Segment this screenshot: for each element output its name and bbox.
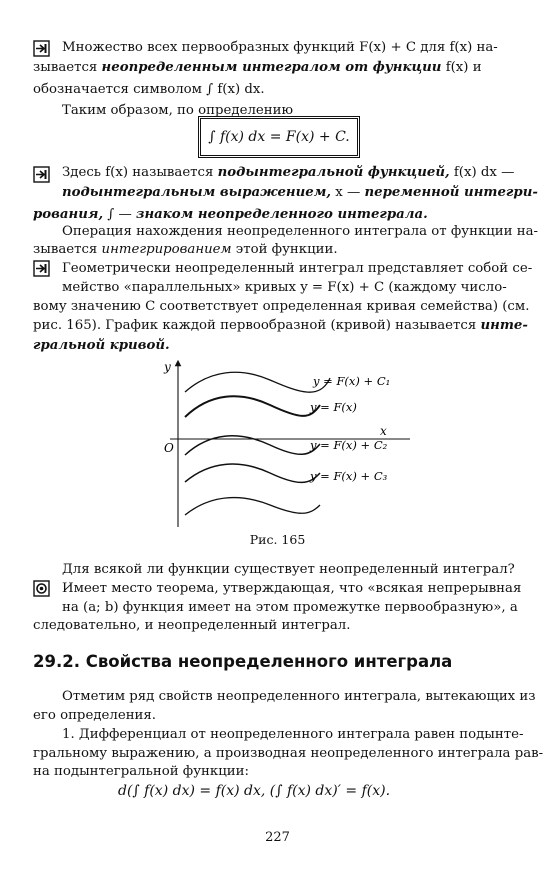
- text-line: Имеет место теорема, утверждающая, что «всякая непрерывная: [62, 581, 522, 596]
- curve-label-c1: y = F(x) + C₁: [313, 374, 391, 388]
- property-formula: d(∫ f(x) dx) = f(x) dx, (∫ f(x) dx)′ = f(x).: [118, 783, 391, 799]
- text-line: Отметим ряд свойств неопределенного интеграла, вытекающих из: [62, 689, 536, 704]
- text-line: рования, ∫ — знаком неопределенного интеграла.: [33, 207, 428, 222]
- definition-formula-box: ∫ f(x) dx = F(x) + C.: [200, 118, 358, 156]
- text-line: следовательно, и неопределенный интеграл.: [33, 618, 351, 633]
- term-integral-sign: знаком неопределенного интеграла.: [136, 207, 428, 222]
- definition-icon: [33, 166, 50, 183]
- text-line: [33, 336, 523, 355]
- text-line: зывается интегрированием этой функции.: [33, 242, 338, 257]
- text-line: его определения.: [33, 708, 157, 723]
- text-line: 1. Дифференциал от неопределенного интеграла равен подынте-: [62, 727, 524, 742]
- text-line: обозначается символом ∫ f(x) dx.: [33, 82, 265, 97]
- curve-label-c2: y = F(x) + C₂: [310, 438, 388, 452]
- text-line: Геометрически неопределенный интеграл представляет собой се-: [62, 261, 533, 276]
- page-number: 227: [265, 830, 290, 845]
- term-integration-variable: переменной интегри-: [364, 185, 538, 200]
- term-integrand: подынтегральной функцией,: [217, 165, 450, 180]
- theorem-icon: [33, 580, 50, 597]
- text-line: мейство «параллельных» кривых y = F(x) + C (каждому число-: [62, 280, 507, 295]
- text-line: Для всякой ли функции существует неопределенный интеграл?: [62, 562, 515, 577]
- curve-label-f: y = F(x): [310, 400, 357, 414]
- axis-y-label: y: [164, 360, 171, 374]
- text-line: вому значению C соответствует определенная кривая семейства) (см.: [33, 299, 530, 314]
- origin-label: O: [164, 441, 174, 455]
- text-line: на (a; b) функция имеет на этом промежутке первообразную», а: [62, 600, 518, 615]
- text-line: рис. 165). График каждой первообразной (кривой) называется инте-: [33, 318, 528, 333]
- text-line: на подынтегральной функции:: [33, 764, 249, 779]
- text-line: подынтегральным выражением, x — переменной интегри-: [62, 185, 538, 200]
- definition-icon: [33, 40, 50, 57]
- text-line: Таким образом, по определению: [62, 103, 294, 118]
- text-line: зывается неопределенным интегралом от функции f(x) и: [33, 60, 482, 75]
- figure-caption: Рис. 165: [249, 532, 306, 547]
- term-integration: интегрированием: [101, 242, 232, 257]
- term-integrand-expression: подынтегральным выражением,: [62, 185, 332, 200]
- curve-c4: [185, 498, 320, 515]
- curve-c3: [185, 464, 320, 482]
- curve-f: [185, 396, 320, 417]
- curve-label-c3: y = F(x) + C₃: [310, 469, 388, 483]
- text-line: гральному выражению, а производная неопределенного интеграла рав-: [33, 746, 544, 761]
- text-line: Операция нахождения неопределенного интеграла от функции на-: [62, 224, 539, 239]
- text-line: Здесь f(x) называется подынтегральной функцией, f(x) dx —: [62, 165, 515, 180]
- figure-integral-curves: [150, 355, 420, 530]
- term-indefinite-integral: неопределенным интегралом от функции: [101, 60, 442, 75]
- axis-x-label: x: [380, 424, 387, 438]
- term-integral-curve: гральной кривой.: [33, 338, 170, 353]
- section-title: 29.2. Свойства неопределенного интеграла: [33, 652, 453, 671]
- definition-icon: [33, 260, 50, 277]
- text-line: Множество всех первообразных функций F(x) + C для f(x) на-: [62, 40, 498, 55]
- curve-c1: [185, 372, 330, 392]
